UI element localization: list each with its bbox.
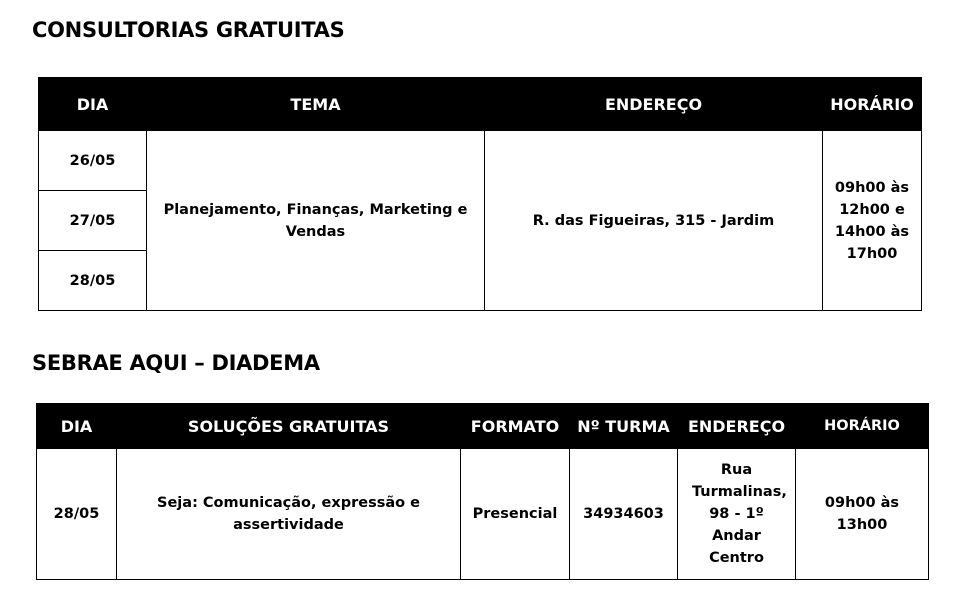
section-title-sebrae: SEBRAE AQUI – DIADEMA <box>32 351 320 375</box>
consultorias-table <box>38 77 922 311</box>
cell-endereco: R. das Figueiras, 315 - Jardim <box>485 131 823 311</box>
cell-endereco: Rua Turmalinas, 98 - 1º Andar Centro <box>678 449 796 580</box>
header-horario: HORÁRIO <box>823 78 922 131</box>
header-endereco: ENDEREÇO <box>678 404 796 449</box>
cell-horario: 09h00 às 12h00 e 14h00 às 17h00 <box>823 131 922 311</box>
cell-turma: 34934603 <box>570 449 678 580</box>
header-dia: DIA <box>39 78 147 131</box>
cell-dia: 27/05 <box>39 191 147 251</box>
header-solucoes: SOLUÇÕES GRATUITAS <box>117 404 461 449</box>
header-dia: DIA <box>37 404 117 449</box>
cell-dia: 28/05 <box>39 251 147 311</box>
cell-dia: 28/05 <box>37 449 117 580</box>
cell-solucao: Seja: Comunicação, expressão e assertividade <box>117 449 461 580</box>
table-header-row <box>37 404 929 449</box>
table-row <box>39 131 922 191</box>
cell-tema: Planejamento, Finanças, Marketing e Vendas <box>147 131 485 311</box>
header-tema: TEMA <box>147 78 485 131</box>
table-row <box>37 449 929 580</box>
section-title-consultorias: CONSULTORIAS GRATUITAS <box>32 18 345 42</box>
table-header-row <box>39 78 922 131</box>
cell-dia: 26/05 <box>39 131 147 191</box>
header-horario: HORÁRIO <box>796 404 929 449</box>
cell-formato: Presencial <box>461 449 570 580</box>
header-turma: Nº TURMA <box>570 404 678 449</box>
sebrae-table <box>36 403 929 580</box>
header-formato: FORMATO <box>461 404 570 449</box>
cell-horario: 09h00 às 13h00 <box>796 449 929 580</box>
header-endereco: ENDEREÇO <box>485 78 823 131</box>
